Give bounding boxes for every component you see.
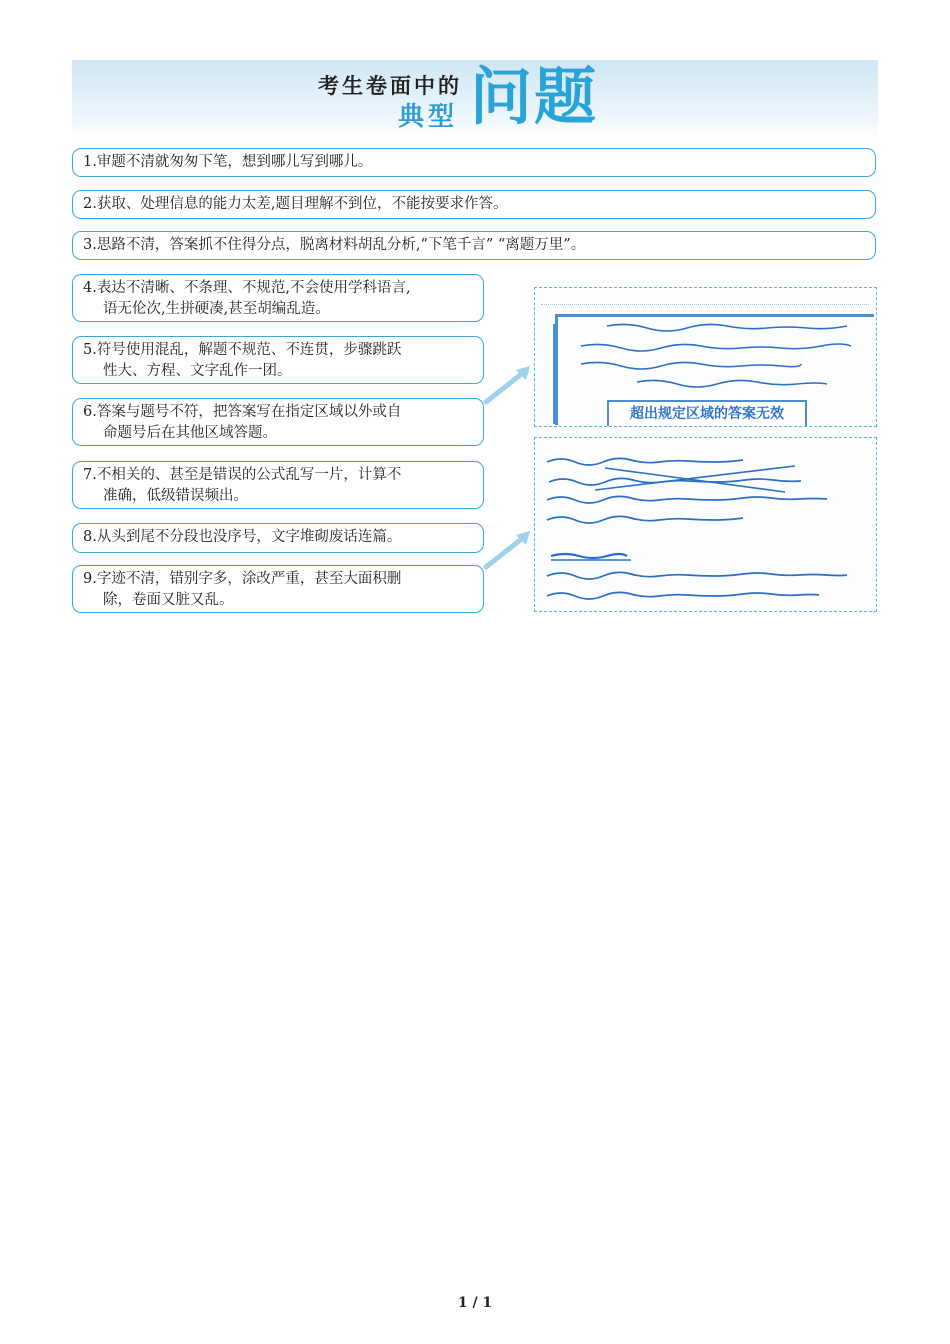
list-item-text-cont: 命题号后在其他区域答题。	[103, 425, 277, 441]
sheet-toolbar	[541, 294, 869, 305]
page-number: 1 / 1	[457, 1295, 493, 1311]
example-image-answer-sheet	[534, 287, 877, 427]
list-item-text: 1.审题不清就匆匆下笔，想到哪儿写到哪儿。	[83, 154, 373, 170]
list-item-text-cont: 语无伦次,生拼硬凑,甚至胡编乱造。	[103, 301, 330, 317]
list-item-text: 5.符号使用混乱，解题不规范、不连贯，步骤跳跃	[83, 342, 402, 358]
title-emphasis: 典型	[398, 102, 459, 132]
list-item-3	[72, 231, 876, 260]
list-item-1	[72, 148, 876, 177]
invalid-answer-stamp: 超出规定区域的答案无效	[607, 400, 807, 426]
sheet-margin	[535, 324, 555, 424]
example-image-messy-handwriting	[534, 437, 877, 612]
list-item-6	[72, 398, 484, 446]
list-item-text-cont: 除，卷面又脏又乱。	[103, 592, 234, 608]
list-item-text: 2.获取、处理信息的能力太差,题目理解不到位，不能按要求作答。	[83, 196, 508, 212]
title-main: 问题	[470, 60, 599, 133]
list-item-text-cont: 准确，低级错误频出。	[103, 488, 248, 504]
list-item-text: 8.从头到尾不分段也没序号，文字堆砌废话连篇。	[83, 529, 402, 545]
list-item-8	[72, 523, 484, 553]
list-item-9	[72, 565, 484, 613]
arrow-icon-1	[480, 360, 540, 410]
list-item-text: 4.表达不清晰、不条理、不规范,不会使用学科语言,	[83, 280, 411, 296]
list-item-text-cont: 性大、方程、文字乱作一团。	[103, 363, 292, 379]
list-item-text: 6.答案与题号不符，把答案写在指定区域以外或自	[83, 404, 402, 420]
list-item-text: 3.思路不清，答案抓不住得分点，脱离材料胡乱分析,“下笔千言” “离题万里”。	[83, 237, 586, 253]
list-item-4	[72, 274, 484, 322]
handwriting-scribble	[577, 318, 857, 398]
title-subtitle: 考生卷面中的	[318, 74, 462, 98]
list-item-text: 7.不相关的、甚至是错误的公式乱写一片，计算不	[83, 467, 402, 483]
list-item-text: 9.字迹不清，错别字多，涂改严重，甚至大面积删	[83, 571, 402, 587]
handwriting-scribble	[535, 438, 875, 610]
list-item-5	[72, 336, 484, 384]
arrow-icon-2	[480, 525, 540, 575]
list-item-7	[72, 461, 484, 509]
title-banner	[72, 60, 878, 142]
list-item-2	[72, 190, 876, 219]
